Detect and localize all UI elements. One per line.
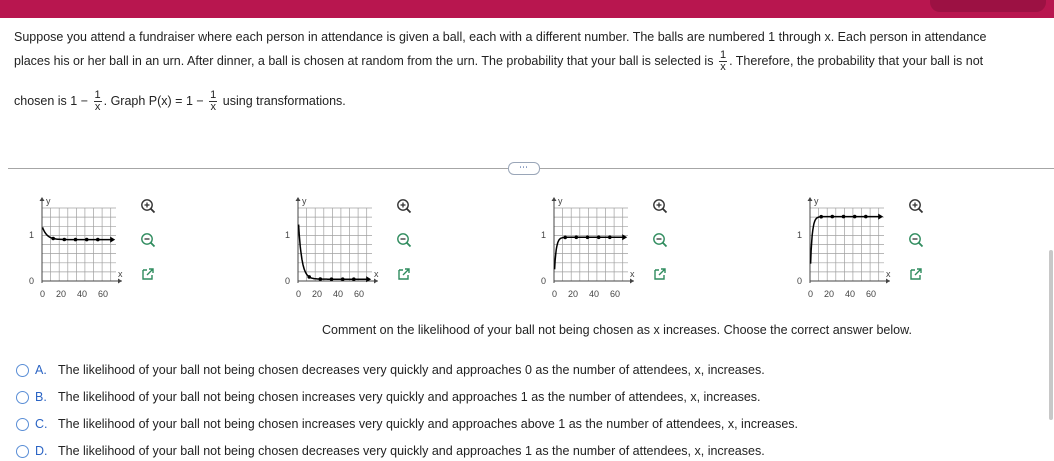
question-line-3-b: . Graph P(x) = 1 − (103, 93, 204, 108)
graph-option-a[interactable] (26, 192, 191, 302)
y-tick-label: 1 (797, 230, 803, 240)
option-letter: D. (35, 444, 48, 458)
question-line-2-text: places his or her ball in an urn. After dinner, a ball is chosen at random from the urn. The probability that your ball is selected is (14, 53, 714, 68)
zoom-in-icon[interactable] (907, 197, 925, 215)
curve-point (51, 237, 55, 241)
x-tick-label: 20 (56, 289, 67, 299)
x-tick-label: 20 (824, 289, 835, 299)
fraction-denominator: x (210, 101, 216, 113)
curve-arrow (878, 214, 883, 220)
curve-point (74, 238, 78, 242)
graph-thumbnail (794, 192, 894, 302)
y-zero-label: 0 (29, 276, 35, 286)
curve-point (831, 215, 835, 219)
y-zero-label: 0 (797, 276, 803, 286)
x-tick-label: 60 (866, 289, 877, 299)
x-tick-label: 0 (552, 289, 558, 299)
zoom-in-icon[interactable] (139, 197, 157, 215)
option-letter: C. (35, 417, 48, 431)
x-tick-label: 20 (568, 289, 579, 299)
graph-thumbnail (538, 192, 638, 302)
option-text: The likelihood of your ball not being chosen decreases very quickly and approaches 0 as the number of attendees, x, increases. (58, 363, 765, 377)
radio-button[interactable] (16, 445, 29, 458)
question-line-3-a: chosen is 1 − (14, 93, 89, 108)
radio-button[interactable] (16, 418, 29, 431)
curve-point (341, 277, 345, 281)
y-tick-label: 1 (541, 230, 547, 240)
popout-icon[interactable] (395, 265, 413, 283)
fraction-denominator: x (94, 101, 101, 113)
curve-arrow (110, 237, 115, 243)
graph-option-b[interactable] (282, 192, 447, 302)
y-tick-label: 1 (285, 230, 291, 240)
x-tick-label: 40 (77, 289, 88, 299)
top-header-bar (0, 0, 1054, 18)
radio-button[interactable] (16, 391, 29, 404)
scrollbar[interactable] (1049, 250, 1053, 420)
x-axis-label: x (374, 269, 379, 279)
x-tick-label: 60 (354, 289, 365, 299)
function-curve (299, 225, 368, 280)
zoom-in-icon[interactable] (651, 197, 669, 215)
x-tick-label: 20 (312, 289, 323, 299)
curve-point (96, 238, 100, 242)
curve-point (319, 277, 323, 281)
radio-button[interactable] (16, 364, 29, 377)
curve-point (608, 236, 612, 240)
x-tick-label: 40 (589, 289, 600, 299)
x-tick-label: 40 (333, 289, 344, 299)
curve-point (864, 215, 868, 219)
zoom-out-icon[interactable] (651, 231, 669, 249)
question-line-3 (14, 90, 346, 113)
popout-icon[interactable] (651, 265, 669, 283)
x-tick-label: 60 (98, 289, 109, 299)
y-axis-arrow (296, 197, 301, 201)
curve-point (853, 215, 857, 219)
function-curve (811, 217, 880, 264)
fraction-one-over-x (719, 50, 727, 73)
fraction-one-over-x (209, 90, 217, 113)
y-axis-arrow (40, 197, 45, 201)
zoom-out-icon[interactable] (139, 231, 157, 249)
option-text: The likelihood of your ball not being chosen decreases very quickly and approaches 1 as the number of attendees, x, increases. (58, 444, 765, 458)
option-letter: B. (35, 390, 47, 404)
x-axis-arrow (118, 279, 122, 284)
curve-point (330, 277, 334, 281)
x-tick-label: 0 (296, 289, 302, 299)
fraction-numerator: 1 (210, 89, 217, 101)
x-axis-label: x (630, 269, 635, 279)
comment-prompt: Comment on the likelihood of your ball not being chosen as x increases. Choose the correct answer below. (322, 323, 912, 337)
curve-point (597, 236, 601, 240)
curve-point (586, 236, 590, 240)
curve-point (819, 215, 823, 219)
graph-option-c[interactable] (538, 192, 703, 302)
x-tick-label: 60 (610, 289, 621, 299)
question-line-3-c: using transformations. (222, 93, 346, 108)
curve-point (842, 215, 846, 219)
more-button[interactable]: ⋯ (508, 162, 540, 175)
y-axis-label: y (558, 196, 563, 206)
x-axis-label: x (886, 269, 891, 279)
x-axis-arrow (374, 279, 378, 284)
y-axis-label: y (302, 196, 307, 206)
fraction-numerator: 1 (719, 49, 727, 61)
option-letter: A. (35, 363, 47, 377)
question-line-2-tail: . Therefore, the probability that your ball is not (729, 53, 984, 68)
graph-thumbnail (282, 192, 382, 302)
curve-point (352, 277, 356, 281)
x-tick-label: 40 (845, 289, 856, 299)
popout-icon[interactable] (907, 265, 925, 283)
y-axis-arrow (808, 197, 813, 201)
y-zero-label: 0 (541, 276, 547, 286)
y-axis-label: y (46, 196, 51, 206)
header-action-button[interactable] (930, 0, 1046, 12)
question-line-2 (14, 50, 983, 73)
curve-point (575, 236, 579, 240)
y-zero-label: 0 (285, 276, 291, 286)
y-tick-label: 1 (29, 230, 35, 240)
x-tick-label: 0 (808, 289, 814, 299)
y-axis-label: y (814, 196, 819, 206)
curve-point (63, 238, 67, 242)
fraction-denominator: x (720, 61, 726, 73)
popout-icon[interactable] (139, 265, 157, 283)
zoom-out-icon[interactable] (395, 231, 413, 249)
x-axis-arrow (630, 279, 634, 284)
zoom-out-icon[interactable] (907, 231, 925, 249)
curve-point (85, 238, 89, 242)
fraction-numerator: 1 (94, 89, 101, 101)
x-axis-arrow (886, 279, 890, 284)
zoom-in-icon[interactable] (395, 197, 413, 215)
graph-thumbnail (26, 192, 126, 302)
option-text: The likelihood of your ball not being chosen increases very quickly and approaches above 1 as the number of attendees, x, increases. (58, 417, 799, 431)
x-axis-label: x (118, 269, 123, 279)
curve-point (563, 236, 567, 240)
curve-point (307, 275, 311, 279)
y-axis-arrow (552, 197, 557, 201)
x-tick-label: 0 (40, 289, 46, 299)
graph-option-d[interactable] (794, 192, 959, 302)
fraction-one-over-x (94, 90, 102, 113)
option-text: The likelihood of your ball not being chosen increases very quickly and approaches 1 as the number of attendees, x, increases. (58, 390, 761, 404)
question-line-1: Suppose you attend a fundraiser where each person in attendance is given a ball, each with a different number. The balls are numbered 1 through x. Each person in attendance (14, 30, 987, 44)
